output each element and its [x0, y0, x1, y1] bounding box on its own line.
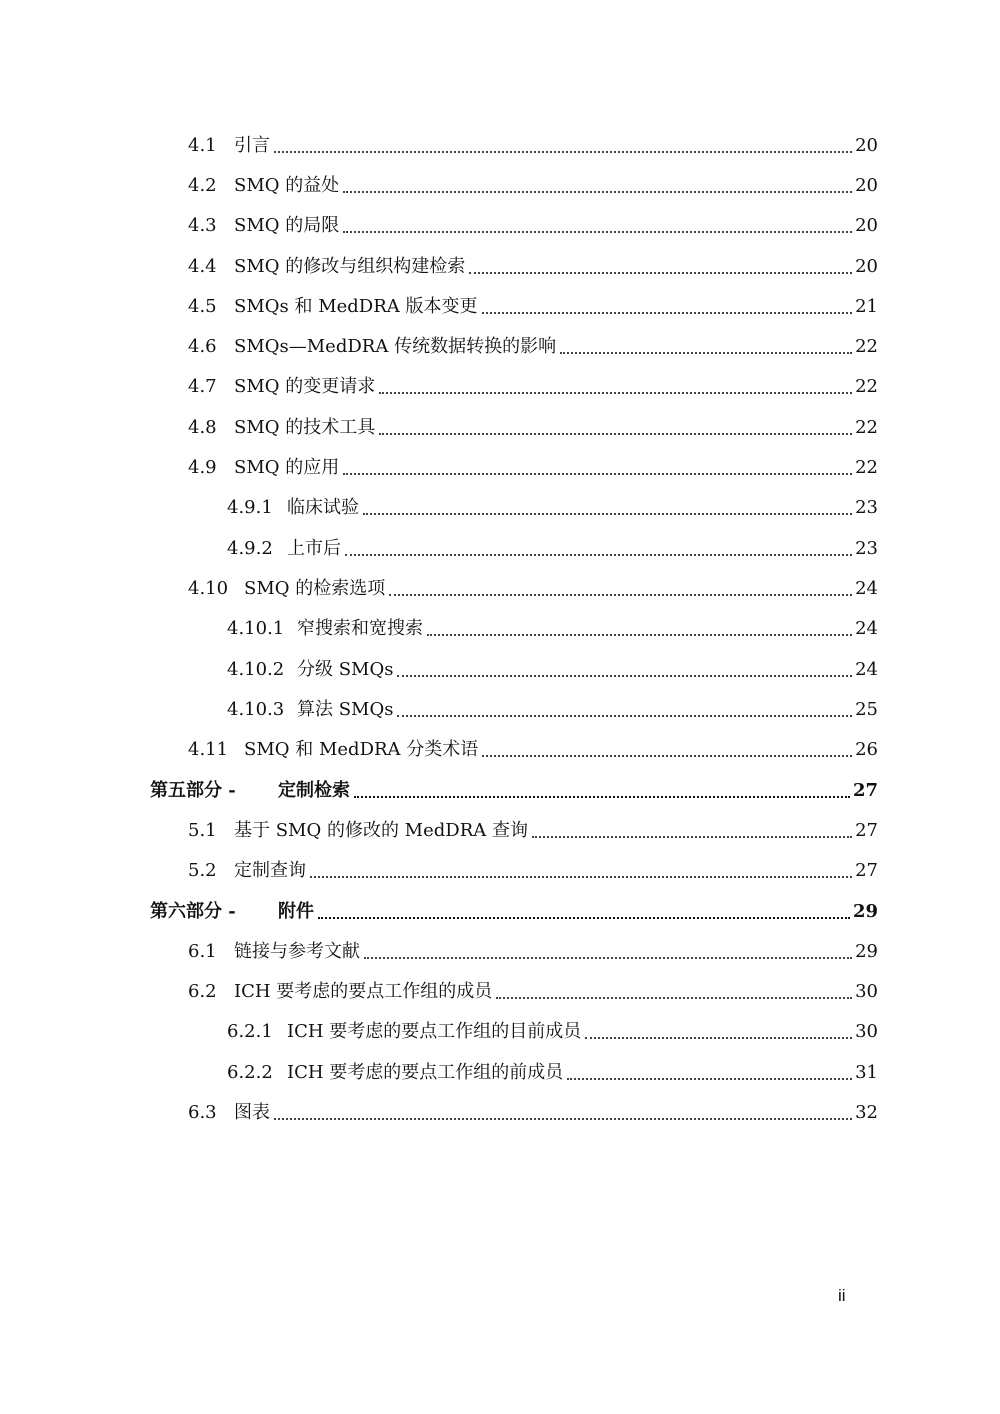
- toc-entry-4-11[interactable]: [188, 730, 878, 770]
- dot-leader: [345, 554, 852, 556]
- dot-leader: [343, 473, 852, 475]
- dot-leader: [567, 1078, 852, 1080]
- dot-leader: [274, 151, 852, 153]
- toc-entry-page: 30: [855, 1021, 878, 1042]
- toc-entry-title: SMQ 的技术工具: [234, 417, 376, 438]
- toc-entry-4-7[interactable]: [188, 367, 878, 407]
- toc-entry-number: 6.2.1: [227, 1021, 273, 1042]
- toc-entry-title: 附件: [278, 901, 314, 922]
- toc-entry-title: ICH 要考虑的要点工作组的目前成员: [287, 1021, 582, 1042]
- toc-entry-title: ICH 要考虑的要点工作组的成员: [234, 981, 493, 1002]
- dot-leader: [397, 675, 852, 677]
- toc-entry-title: 基于 SMQ 的修改的 MedDRA 查询: [234, 820, 528, 841]
- toc-entry-page: 32: [855, 1102, 878, 1123]
- toc-entry-4-10[interactable]: [188, 569, 878, 609]
- toc-entry-page: 27: [852, 780, 878, 801]
- toc-entry-title: SMQs—MedDRA 传统数据转换的影响: [234, 336, 557, 357]
- toc-entry-number: 4.11: [188, 739, 229, 760]
- toc-entry-number: 4.7: [188, 376, 217, 397]
- toc-entry-6-1[interactable]: [188, 932, 878, 972]
- toc-entry-number: 6.2: [188, 981, 217, 1002]
- toc-entry-number: 4.10.1: [227, 618, 285, 639]
- dot-leader: [343, 231, 852, 233]
- toc-entry-page: 22: [855, 417, 878, 438]
- toc-entry-page: 29: [855, 941, 878, 962]
- dot-leader: [389, 594, 852, 596]
- toc-entry-title: 临床试验: [287, 497, 359, 518]
- dot-leader: [496, 997, 852, 999]
- toc-entry-page: 27: [855, 820, 878, 841]
- dot-leader: [310, 876, 852, 878]
- toc-entry-4-8[interactable]: [188, 408, 878, 448]
- toc-entry-part-5[interactable]: [150, 771, 878, 811]
- toc-entry-4-9-1[interactable]: [227, 488, 878, 528]
- toc-entry-number: 4.6: [188, 336, 217, 357]
- toc-entry-4-9-2[interactable]: [227, 529, 878, 569]
- toc-entry-page: 26: [855, 739, 878, 760]
- toc-entry-title: 图表: [234, 1102, 270, 1123]
- toc-entry-number: 5.2: [188, 860, 217, 881]
- toc-entry-page: 29: [852, 901, 878, 922]
- toc-entry-number: 4.8: [188, 417, 217, 438]
- dot-leader: [469, 272, 852, 274]
- toc-entry-title: SMQs 和 MedDRA 版本变更: [234, 296, 478, 317]
- toc-entry-page: 20: [855, 256, 878, 277]
- toc-entry-page: 23: [855, 538, 878, 559]
- toc-entry-title: 算法 SMQs: [297, 699, 394, 720]
- toc-entry-number: 6.3: [188, 1102, 217, 1123]
- toc-entry-page: 30: [855, 981, 878, 1002]
- toc-entry-page: 20: [855, 175, 878, 196]
- toc-entry-title: 引言: [234, 135, 270, 156]
- dot-leader: [364, 957, 852, 959]
- toc-entry-title: SMQ 和 MedDRA 分类术语: [244, 739, 479, 760]
- toc-entry-number: 4.5: [188, 296, 217, 317]
- toc-entry-number: 4.9: [188, 457, 217, 478]
- dot-leader: [343, 191, 852, 193]
- toc-entry-title: SMQ 的益处: [234, 175, 340, 196]
- toc-entry-page: 22: [855, 376, 878, 397]
- toc-entry-title: 上市后: [287, 538, 341, 559]
- toc-entry-number: 4.1: [188, 135, 217, 156]
- toc-entry-title: SMQ 的修改与组织构建检索: [234, 256, 466, 277]
- dot-leader: [354, 796, 850, 798]
- toc-entry-number: 5.1: [188, 820, 217, 841]
- toc-entry-4-10-2[interactable]: [227, 650, 878, 690]
- toc-entry-number: 4.9.1: [227, 497, 273, 518]
- toc-entry-number: 4.3: [188, 215, 217, 236]
- toc-entry-page: 21: [855, 296, 878, 317]
- toc-entry-title: 窄搜索和宽搜索: [297, 618, 423, 639]
- page-number: ii: [838, 1286, 846, 1305]
- toc-entry-page: 31: [855, 1062, 878, 1083]
- toc-entry-5-2[interactable]: [188, 851, 878, 891]
- toc-entry-title: SMQ 的检索选项: [244, 578, 386, 599]
- dot-leader: [482, 755, 852, 757]
- toc-entry-title: SMQ 的变更请求: [234, 376, 376, 397]
- toc-entry-title: ICH 要考虑的要点工作组的前成员: [287, 1062, 564, 1083]
- toc-entry-page: 24: [855, 618, 878, 639]
- toc-entry-6-2[interactable]: [188, 972, 878, 1012]
- toc-entry-page: 25: [855, 699, 878, 720]
- toc-entry-6-2-2[interactable]: [227, 1053, 878, 1093]
- toc-entry-title: SMQ 的应用: [234, 457, 340, 478]
- toc-entry-title: 定制检索: [278, 780, 350, 801]
- toc-entry-6-3[interactable]: [188, 1093, 878, 1133]
- dot-leader: [427, 634, 852, 636]
- dot-leader: [397, 715, 852, 717]
- toc-entry-page: 20: [855, 135, 878, 156]
- toc-entry-title: 分级 SMQs: [297, 659, 394, 680]
- toc-entry-page: 22: [855, 457, 878, 478]
- toc-entry-page: 22: [855, 336, 878, 357]
- dot-leader: [318, 917, 850, 919]
- dot-leader: [379, 392, 852, 394]
- toc-entry-number: 第五部分 -: [150, 780, 236, 801]
- toc-entry-number: 4.10: [188, 578, 229, 599]
- toc-entry-title: 链接与参考文献: [234, 941, 360, 962]
- toc-entry-4-4[interactable]: [188, 247, 878, 287]
- toc-entry-title: 定制查询: [234, 860, 306, 881]
- toc-entry-page: 27: [855, 860, 878, 881]
- dot-leader: [274, 1118, 852, 1120]
- toc-entry-number: 4.9.2: [227, 538, 273, 559]
- dot-leader: [482, 312, 853, 314]
- toc-entry-number: 4.4: [188, 256, 217, 277]
- toc-entry-4-10-3[interactable]: [227, 690, 878, 730]
- toc-entry-page: 24: [855, 659, 878, 680]
- toc-entry-4-6[interactable]: [188, 327, 878, 367]
- toc-entry-page: 20: [855, 215, 878, 236]
- toc-entry-page: 23: [855, 497, 878, 518]
- toc-entry-6-2-1[interactable]: [227, 1012, 878, 1052]
- toc-entry-4-3[interactable]: [188, 206, 878, 246]
- toc-entry-4-1[interactable]: [188, 126, 878, 166]
- toc-entry-number: 4.10.3: [227, 699, 285, 720]
- toc-entry-5-1[interactable]: [188, 811, 878, 851]
- toc-entry-4-5[interactable]: [188, 287, 878, 327]
- dot-leader: [560, 352, 852, 354]
- dot-leader: [585, 1037, 852, 1039]
- dot-leader: [379, 433, 852, 435]
- dot-leader: [532, 836, 852, 838]
- toc-entry-title: SMQ 的局限: [234, 215, 340, 236]
- toc-entry-part-6[interactable]: [150, 892, 878, 932]
- toc-entry-4-9[interactable]: [188, 448, 878, 488]
- toc-entry-number: 4.10.2: [227, 659, 285, 680]
- toc-entry-number: 第六部分 -: [150, 901, 236, 922]
- toc-entry-number: 6.2.2: [227, 1062, 273, 1083]
- toc-entry-4-2[interactable]: [188, 166, 878, 206]
- toc-entry-4-10-1[interactable]: [227, 609, 878, 649]
- toc-entry-page: 24: [855, 578, 878, 599]
- toc-entry-number: 6.1: [188, 941, 217, 962]
- dot-leader: [363, 513, 852, 515]
- toc-entry-number: 4.2: [188, 175, 217, 196]
